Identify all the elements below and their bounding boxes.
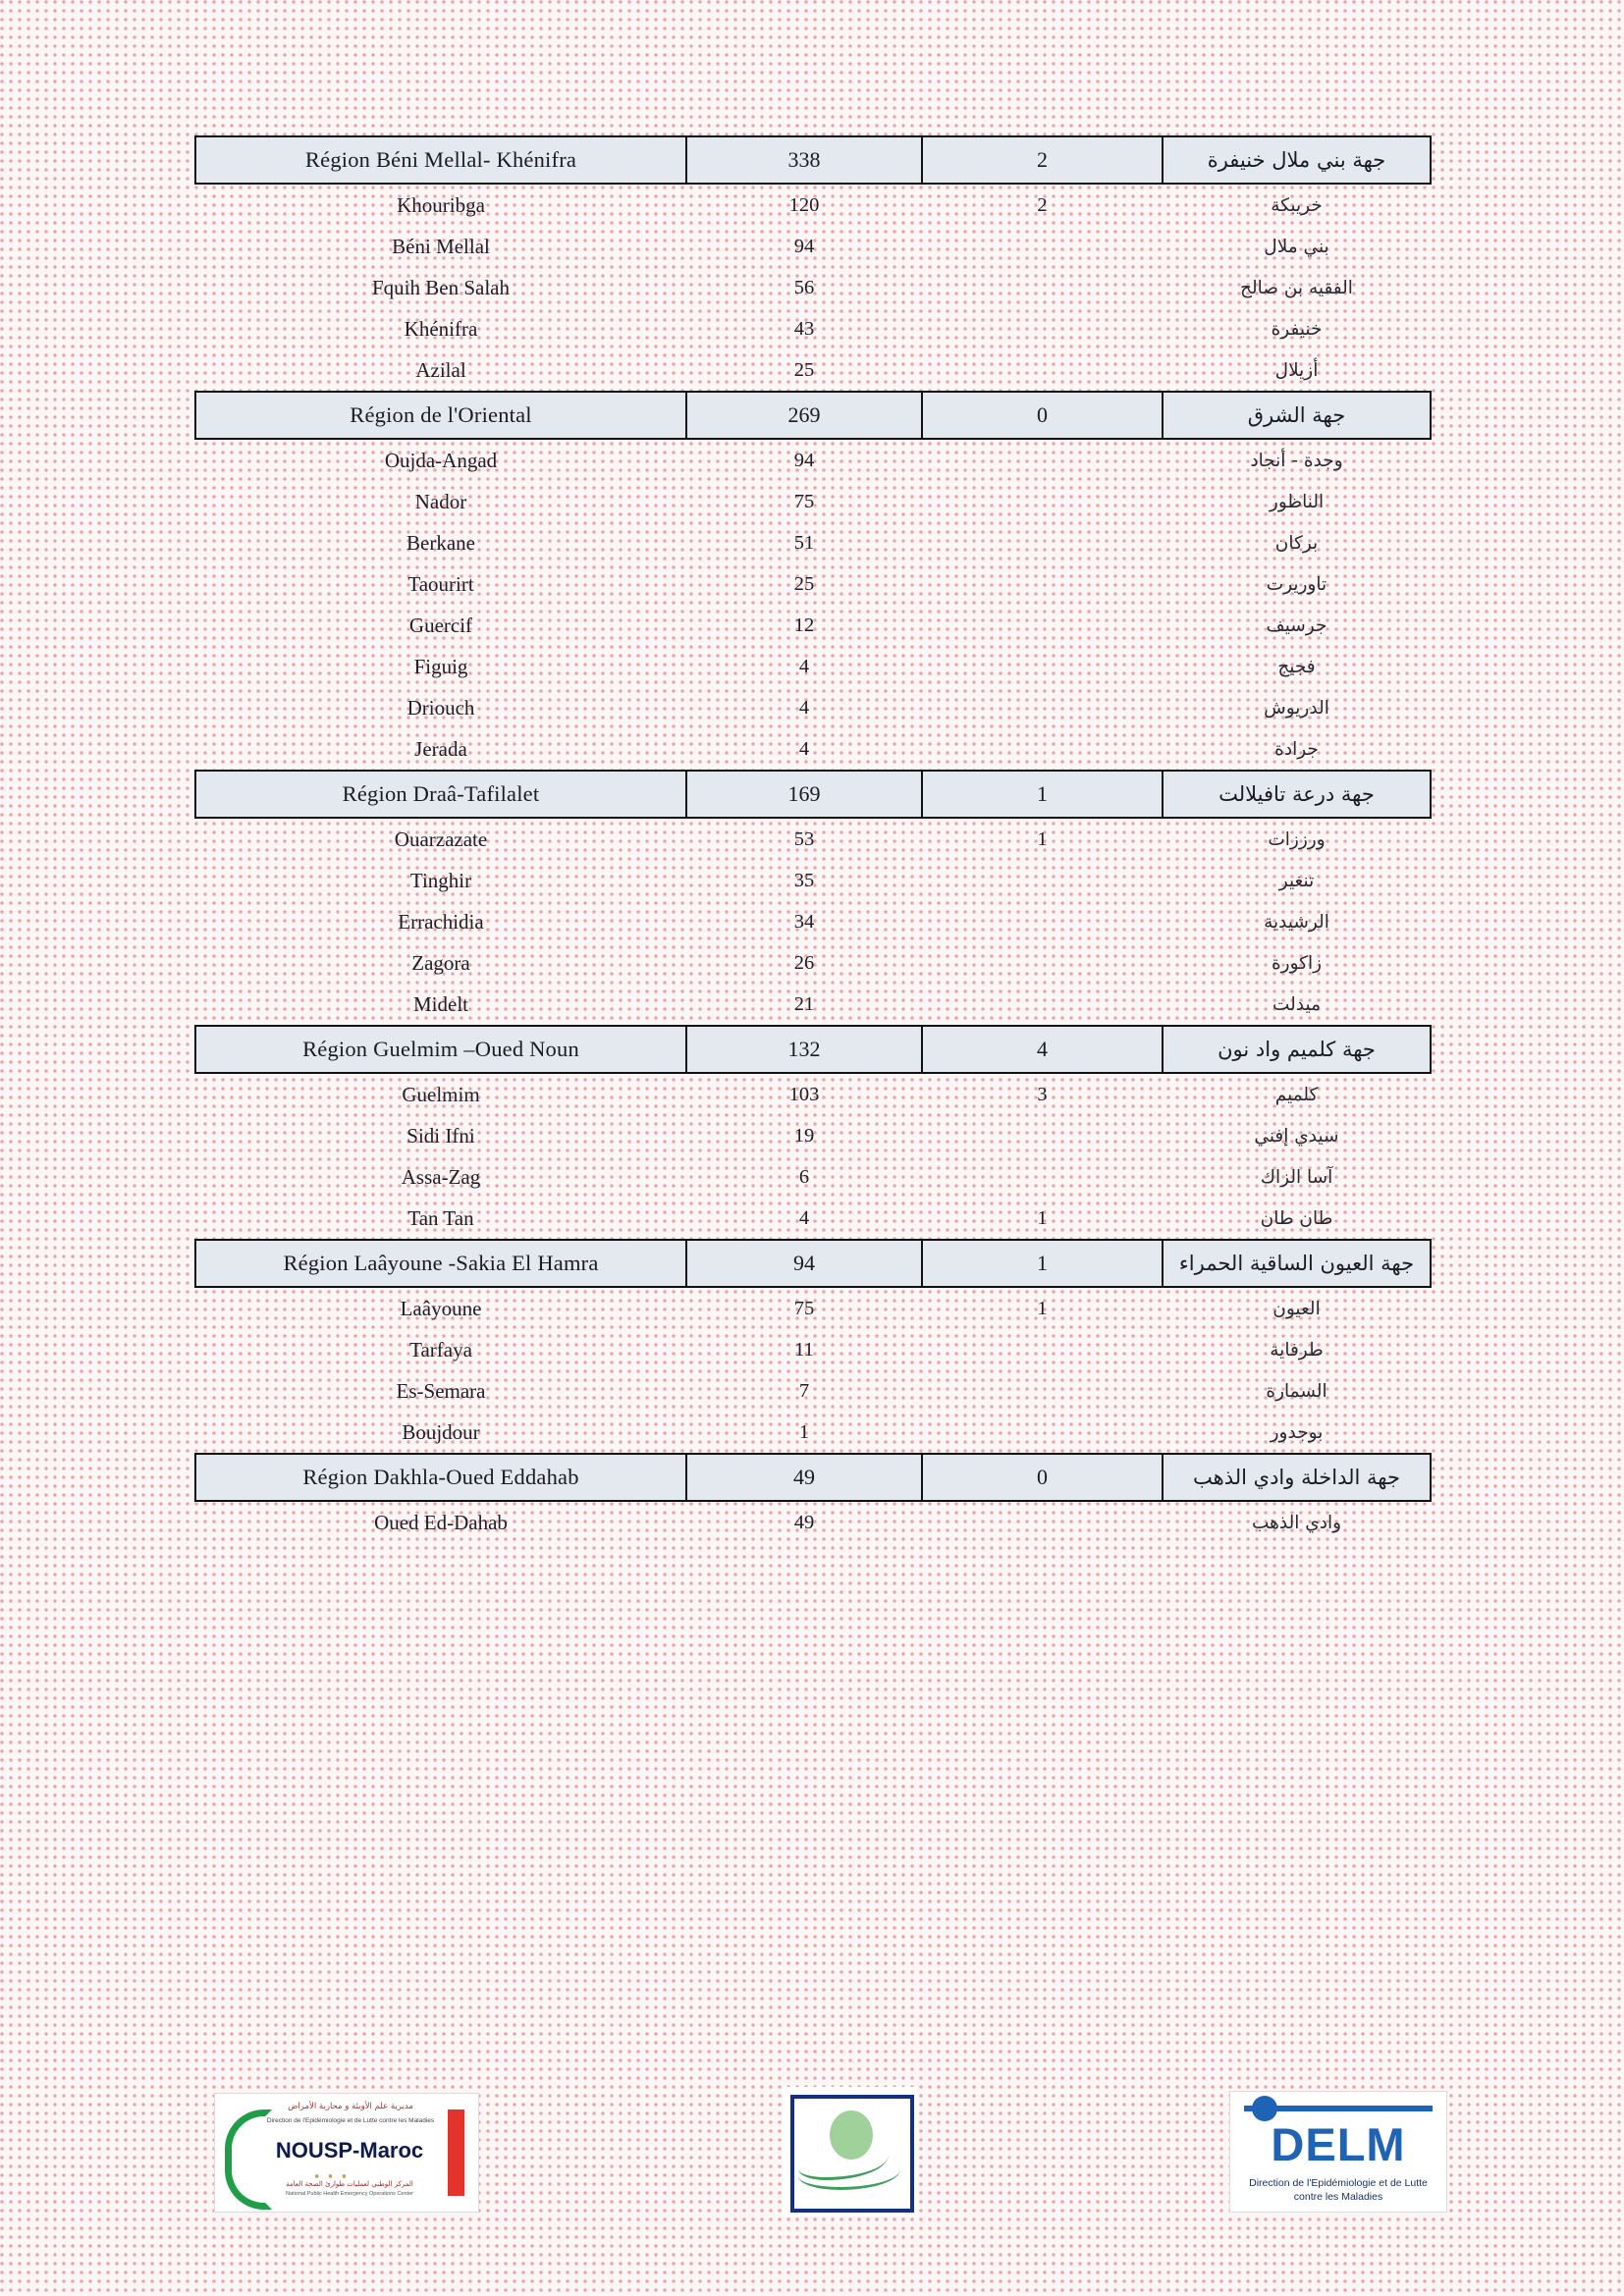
- cell-name-ar: وادي الذهب: [1251, 1512, 1342, 1533]
- cell-deaths: [922, 267, 1163, 308]
- cell-deaths: 4: [922, 1026, 1163, 1073]
- cell-name-fr: Midelt: [413, 991, 468, 1016]
- province-row: [195, 1287, 1431, 1329]
- cell-cases: 269: [686, 392, 922, 439]
- cell-deaths: [922, 563, 1163, 605]
- cell-name-ar: تنغير: [1278, 870, 1315, 891]
- cell-cases: 94: [793, 449, 815, 471]
- cell-cases: 25: [793, 572, 815, 595]
- cell-cases: 49: [686, 1454, 922, 1501]
- cell-name-fr: Errachidia: [398, 909, 484, 934]
- cell-cases: 6: [798, 1165, 810, 1188]
- province-row: [195, 942, 1431, 984]
- cell-name-ar: السمارة: [1266, 1380, 1327, 1402]
- cell-name-ar: خريبكة: [1271, 194, 1323, 216]
- cell-cases: 49: [793, 1511, 815, 1533]
- province-row: [195, 1329, 1431, 1370]
- cell-name-fr: Khouribga: [397, 192, 485, 217]
- cell-cases: 53: [793, 828, 815, 850]
- cell-cases: 11: [794, 1338, 814, 1361]
- province-row: [195, 818, 1431, 860]
- cell-name-fr: Zagora: [411, 950, 470, 975]
- cell-name-ar: وجدة - أنجاد: [1250, 450, 1343, 471]
- cell-cases: 132: [686, 1026, 922, 1073]
- province-row: [195, 605, 1431, 646]
- cell-name-ar: زاكورة: [1271, 952, 1323, 974]
- cell-name-fr: Boujdour: [402, 1419, 480, 1444]
- cell-name-ar: جهة كلميم واد نون: [1163, 1026, 1431, 1073]
- regional-cases-table: [194, 135, 1432, 1543]
- cell-name-fr: Région Dakhla-Oued Eddahab: [195, 1454, 686, 1501]
- cell-cases: 75: [793, 1297, 815, 1319]
- cell-name-ar: ورززات: [1268, 828, 1326, 850]
- cell-cases: 19: [793, 1124, 815, 1147]
- cell-cases: 4: [798, 1206, 810, 1229]
- cell-name-ar: بركان: [1274, 532, 1319, 554]
- cell-name-fr: Ouarzazate: [394, 827, 488, 851]
- cell-name-fr: Région Draâ-Tafilalet: [195, 771, 686, 818]
- cell-name-fr: Figuig: [413, 654, 468, 678]
- cell-name-ar: جهة العيون الساقية الحمراء: [1163, 1240, 1431, 1287]
- cell-deaths: [922, 860, 1163, 901]
- cell-name-fr: Taourirt: [407, 571, 474, 596]
- cell-name-ar: جهة بني ملال خنيفرة: [1163, 136, 1431, 184]
- cell-deaths: [922, 1501, 1163, 1543]
- province-row: [195, 1156, 1431, 1198]
- ministry-emblem-logo: [783, 2087, 918, 2216]
- cell-cases: 35: [793, 869, 815, 891]
- cell-name-ar: آسا الزاك: [1260, 1166, 1333, 1188]
- cell-cases: 26: [793, 951, 815, 974]
- nousp-top-arabic: مديرية علم الأوبئة و محاربة الأمراض: [288, 2102, 413, 2111]
- cell-name-fr: Région de l'Oriental: [195, 392, 686, 439]
- table-body: [195, 136, 1431, 1543]
- cell-name-ar: طرفاية: [1270, 1339, 1324, 1361]
- cell-name-fr: Sidi Ifni: [406, 1123, 475, 1148]
- cell-deaths: [922, 349, 1163, 392]
- delm-name: DELM: [1271, 2118, 1406, 2170]
- province-row: [195, 1412, 1431, 1454]
- cell-deaths: [922, 605, 1163, 646]
- cell-name-ar: أزيلال: [1274, 359, 1319, 381]
- cell-cases: 94: [686, 1240, 922, 1287]
- cell-name-ar: الفقيه بن صالح: [1240, 277, 1353, 298]
- cell-deaths: 0: [922, 392, 1163, 439]
- cell-deaths: 3: [1037, 1083, 1048, 1105]
- cell-deaths: 1: [1037, 1297, 1048, 1319]
- cell-name-fr: Azilal: [415, 357, 466, 382]
- province-row: [195, 308, 1431, 349]
- cell-deaths: [922, 646, 1163, 687]
- province-row: [195, 1501, 1431, 1543]
- cell-cases: 75: [793, 490, 815, 512]
- cell-name-ar: جهة الداخلة وادي الذهب: [1163, 1454, 1431, 1501]
- province-row: [195, 226, 1431, 267]
- cell-name-ar: بوجدور: [1270, 1421, 1324, 1443]
- regional-cases-table-wrapper: [194, 135, 1430, 1543]
- province-row: [195, 481, 1431, 522]
- cell-name-fr: Région Laâyoune -Sakia El Hamra: [195, 1240, 686, 1287]
- region-row: [195, 392, 1431, 439]
- cell-name-fr: Laâyoune: [400, 1296, 482, 1320]
- cell-cases: 51: [793, 531, 815, 554]
- cell-name-ar: تاوريرت: [1266, 573, 1327, 595]
- cell-cases: 169: [686, 771, 922, 818]
- cell-name-ar: بني ملال: [1264, 236, 1329, 257]
- cell-cases: 43: [793, 317, 815, 340]
- province-row: [195, 1115, 1431, 1156]
- nousp-bottom-arabic: المركز الوطني لعمليات طوارئ الصحة العامة: [286, 2180, 413, 2188]
- cell-deaths: [922, 728, 1163, 771]
- footer-logos: [0, 2081, 1624, 2248]
- cell-deaths: [922, 522, 1163, 563]
- cell-cases: 7: [798, 1379, 810, 1402]
- cell-deaths: [922, 439, 1163, 481]
- cell-name-ar: سيدي إفني: [1254, 1125, 1339, 1147]
- cell-deaths: [922, 687, 1163, 728]
- cell-deaths: [922, 1156, 1163, 1198]
- cell-cases: 4: [798, 737, 810, 760]
- nousp-maroc-logo: [214, 2093, 479, 2213]
- cell-cases: 34: [793, 910, 815, 933]
- cell-name-ar: خنيفرة: [1271, 318, 1323, 340]
- cell-name-ar: جهة درعة تافيلالت: [1163, 771, 1431, 818]
- cell-cases: 4: [798, 696, 810, 719]
- cell-deaths: [922, 942, 1163, 984]
- cell-name-fr: Nador: [414, 489, 467, 513]
- cell-name-ar: الرشيدية: [1264, 911, 1329, 933]
- cell-name-ar: فجيج: [1277, 656, 1316, 677]
- province-row: [195, 349, 1431, 392]
- cell-name-fr: Béni Mellal: [392, 234, 490, 258]
- province-row: [195, 901, 1431, 942]
- province-row: [195, 267, 1431, 308]
- cell-cases: 56: [793, 276, 815, 298]
- cell-name-ar: جهة الشرق: [1163, 392, 1431, 439]
- nousp-bottom-french: National Public Health Emergency Operations Center: [286, 2191, 413, 2197]
- cell-name-fr: Berkane: [406, 530, 475, 555]
- cell-name-fr: Es-Semara: [396, 1378, 486, 1403]
- delm-logo: [1229, 2091, 1447, 2213]
- cell-name-ar: طان طان: [1260, 1207, 1333, 1229]
- nousp-top-french: Direction de l'Epidémiologie et de Lutte contre les Maladies: [266, 2117, 435, 2124]
- cell-deaths: [922, 1329, 1163, 1370]
- province-row: [195, 1198, 1431, 1240]
- cell-name-fr: Khénifra: [404, 316, 478, 341]
- region-row: [195, 771, 1431, 818]
- province-row: [195, 984, 1431, 1026]
- cell-deaths: [922, 1412, 1163, 1454]
- cell-name-ar: جرسيف: [1266, 614, 1327, 636]
- region-row: [195, 1454, 1431, 1501]
- cell-deaths: 2: [1037, 193, 1048, 216]
- cell-cases: 120: [788, 193, 820, 216]
- cell-name-fr: Jerada: [414, 736, 467, 761]
- cell-name-fr: Assa-Zag: [401, 1164, 481, 1189]
- cell-name-fr: Région Béni Mellal- Khénifra: [195, 136, 686, 184]
- cell-cases: 12: [793, 614, 815, 636]
- region-row: [195, 1240, 1431, 1287]
- delm-subtitle: Direction de l'Epidémiologie et de Lutte contre les Maladies: [1249, 2177, 1428, 2204]
- cell-name-ar: الدريوش: [1264, 697, 1329, 719]
- province-row: [195, 439, 1431, 481]
- cell-deaths: 1: [1037, 828, 1048, 850]
- cell-cases: 338: [686, 136, 922, 184]
- cell-cases: 103: [788, 1083, 820, 1105]
- cell-name-ar: ميدلت: [1272, 993, 1321, 1015]
- cell-deaths: 1: [922, 1240, 1163, 1287]
- cell-cases: 21: [793, 992, 815, 1015]
- province-row: [195, 1073, 1431, 1115]
- cell-name-ar: العيون: [1272, 1298, 1321, 1319]
- cell-cases: 94: [793, 235, 815, 257]
- cell-deaths: 2: [922, 136, 1163, 184]
- province-row: [195, 522, 1431, 563]
- cell-name-ar: كلميم: [1274, 1084, 1319, 1105]
- province-row: [195, 728, 1431, 771]
- cell-name-fr: Driouch: [406, 695, 475, 720]
- province-row: [195, 687, 1431, 728]
- cell-name-fr: Guercif: [408, 613, 473, 637]
- cell-deaths: [922, 308, 1163, 349]
- cell-deaths: 0: [922, 1454, 1163, 1501]
- cell-deaths: [922, 1370, 1163, 1412]
- cell-cases: 1: [798, 1420, 810, 1443]
- cell-cases: 25: [793, 358, 815, 381]
- cell-deaths: 1: [922, 771, 1163, 818]
- province-row: [195, 563, 1431, 605]
- cell-deaths: [922, 1115, 1163, 1156]
- nousp-name: NOUSP-Maroc: [275, 2138, 424, 2163]
- cell-deaths: [922, 984, 1163, 1026]
- cell-name-fr: Tinghir: [409, 868, 472, 892]
- province-row: [195, 1370, 1431, 1412]
- region-row: [195, 136, 1431, 184]
- cell-name-fr: Guelmim: [402, 1082, 480, 1106]
- cell-deaths: [922, 226, 1163, 267]
- cell-name-fr: Région Guelmim –Oued Noun: [195, 1026, 686, 1073]
- cell-deaths: 1: [1037, 1206, 1048, 1229]
- province-row: [195, 184, 1431, 226]
- cell-name-fr: Oujda-Angad: [384, 448, 498, 472]
- cell-name-ar: جرادة: [1274, 738, 1319, 760]
- cell-name-fr: Tarfaya: [409, 1337, 472, 1362]
- cell-name-fr: Fquih Ben Salah: [372, 275, 510, 299]
- cell-name-fr: Tan Tan: [407, 1205, 474, 1230]
- region-row: [195, 1026, 1431, 1073]
- cell-deaths: [922, 901, 1163, 942]
- cell-deaths: [922, 481, 1163, 522]
- cell-cases: 4: [798, 655, 810, 677]
- cell-name-fr: Oued Ed-Dahab: [374, 1510, 508, 1534]
- province-row: [195, 860, 1431, 901]
- cell-name-ar: الناظور: [1269, 491, 1325, 512]
- red-bar-icon: [448, 2109, 464, 2196]
- province-row: [195, 646, 1431, 687]
- nousp-dots-icon: ▪ ▪ ▪: [314, 2168, 350, 2183]
